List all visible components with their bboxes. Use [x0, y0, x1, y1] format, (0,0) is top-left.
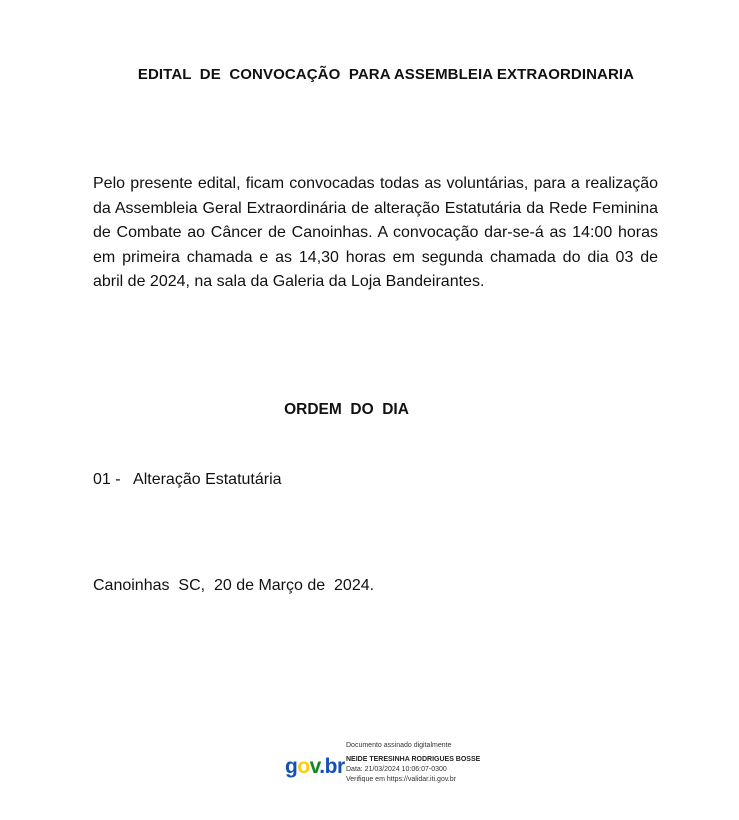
govbr-logo-dot: . [319, 755, 325, 778]
govbr-logo-part-br: br [324, 755, 345, 778]
place-date: Canoinhas SC, 20 de Março de 2024. [93, 577, 375, 594]
govbr-logo-part-g: g [285, 755, 298, 778]
signature-date: Data: 21/03/2024 10:06:07-0300 [346, 766, 447, 773]
agenda-title: ORDEM DO DIA [284, 401, 409, 418]
digital-signature-stamp [285, 741, 515, 789]
govbr-logo-part-o: o [297, 755, 310, 778]
signature-info [346, 741, 480, 785]
convocation-paragraph: Pelo presente edital, ficam convocadas todas as voluntárias, para a realização da Assembleia Geral Extraordinária de alteração Estatutária da Rede Feminina de Combate ao Câncer de Canoinhas. A convocação dar-se-á as 14:00 horas em primeira chamada e as 14,30 horas em segunda chamada do dia 03 de abril de 2024, na sala da Galeria da Loja Bandeirantes. [93, 175, 658, 290]
signature-heading: Documento assinado digitalmente [346, 742, 452, 749]
signer-name: NEIDE TERESINHA RODRIGUES BOSSE [346, 756, 481, 763]
document-title: EDITAL DE CONVOCAÇÃO PARA ASSEMBLEIA EXTRAORDINARIA [137, 66, 635, 83]
govbr-logo [285, 755, 345, 779]
agenda-item: 01 - Alteração Estatutária [93, 471, 282, 488]
signature-verify-link[interactable]: Verifique em https://validar.iti.gov.br [346, 776, 456, 783]
govbr-logo-part-v: v [309, 755, 320, 778]
